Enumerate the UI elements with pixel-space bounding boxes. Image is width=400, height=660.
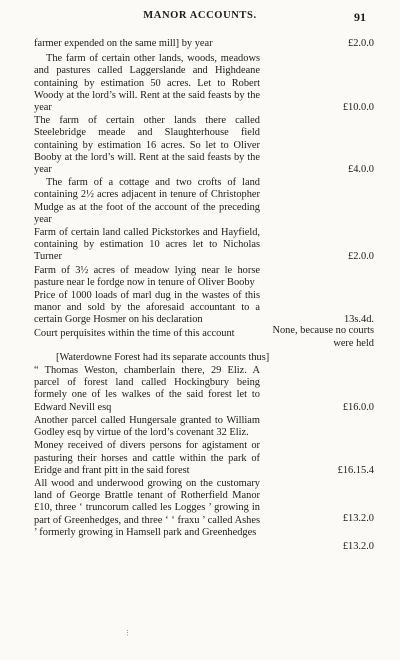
entry-text: Court perquisites within the time of this account	[34, 327, 235, 339]
entry-mill-farmer	[34, 38, 374, 50]
entry-amount: £13.2.0	[342, 540, 374, 552]
page-header	[34, 10, 366, 26]
entry-text: Money received of divers persons for agistament or pasturing their horses and cattle within the park of Eridge and frant pitt in the said forest	[34, 440, 260, 476]
entry-text: Farm of certain land called Pickstorkes and Hayfield, containing by estimation 10 acres let to Nicholas Turner	[34, 227, 260, 263]
print-speck: ⋮	[124, 629, 131, 637]
running-title: MANOR ACCOUNTS.	[143, 10, 257, 21]
entry-marl	[34, 290, 374, 327]
entry-meadow	[34, 265, 374, 289]
entry-amount: £16.15.4	[337, 464, 374, 476]
entry-text: Price of 1000 loads of marl dug in the wastes of this manor and sold by the aforesaid accountant to a certain Gorge Hosmer on his declaration	[34, 290, 260, 326]
entry-hockingbury	[34, 365, 374, 414]
entry-text: The farm of certain other lands, woods, meadows and pastures called Laggerslande and Highdeane containing by estimation 50 acres. Let to Robert Woody at the lord’s will. Rent at the said feasts by the year	[34, 53, 260, 114]
entry-amount: £10.0.0	[342, 102, 374, 114]
entry-amount: None, because no courts were held	[272, 325, 374, 349]
forest-note: [Waterdowne Forest had its separate accounts thus]	[56, 351, 270, 363]
entry-text: Another parcel called Hungersale granted to William Godley esq by virtue of the lord’s covenant 32 Eliz.	[34, 414, 260, 439]
entry-laggerslande	[34, 53, 374, 114]
account-entries	[34, 38, 374, 553]
entry-pickstorkes	[34, 227, 374, 264]
entry-text: The farm of a cottage and two crofts of land containing 2½ acres adjacent in tenure of Christopher Mudge as at the foot of the account of the preceding year	[34, 177, 260, 225]
entry-court-perquisites	[34, 325, 374, 349]
entry-amount: £4.0.0	[348, 164, 374, 176]
entry-wood-underwood	[34, 478, 374, 539]
entry-text: The farm of certain other lands there called Steelebridge meade and Slaughterhouse field containing by estimation 16 acres. So let to Oliver Booby at the lord’s will. Rent at the said feasts by the year	[34, 115, 260, 176]
entry-text: Farm of 3½ acres of meadow lying near le horse pasture near le fordge now in tenure of Oliver Booby	[34, 264, 260, 288]
entry-hungersale	[34, 415, 374, 439]
entry-agistament	[34, 440, 374, 477]
entry-amount: £16.0.0	[342, 401, 374, 413]
entry-amount: 13s.4d.	[343, 314, 374, 326]
entry-steelebridge	[34, 115, 374, 176]
entry-amount: £2.0.0	[348, 38, 374, 49]
page-number: 91	[354, 10, 366, 24]
entry-amount: £2.0.0	[348, 251, 374, 263]
entry-text: farmer expended on the same mill] by year	[34, 38, 213, 49]
entry-text: “ Thomas Weston, chamberlain there, 29 Eliz. A parcel of forest land called Hockingbury being formely one of les walkes of the said forest let to Edward Nevill esq	[34, 365, 260, 413]
entry-text: All wood and underwood growing on the customary land of George Brattle tenant of Rotherfield Manor £10, three ‘ truncorum called les Logges ’ growing in part of Greenhedges, and three ‘ ‘ fraxu ’ called Ashes ’ formerly growing in Hamsell park and Greenhedges	[34, 477, 260, 538]
entry-amount: £13.2.0	[342, 512, 374, 524]
entry-final-amount	[34, 541, 374, 553]
entry-cottage-crofts	[34, 177, 374, 226]
